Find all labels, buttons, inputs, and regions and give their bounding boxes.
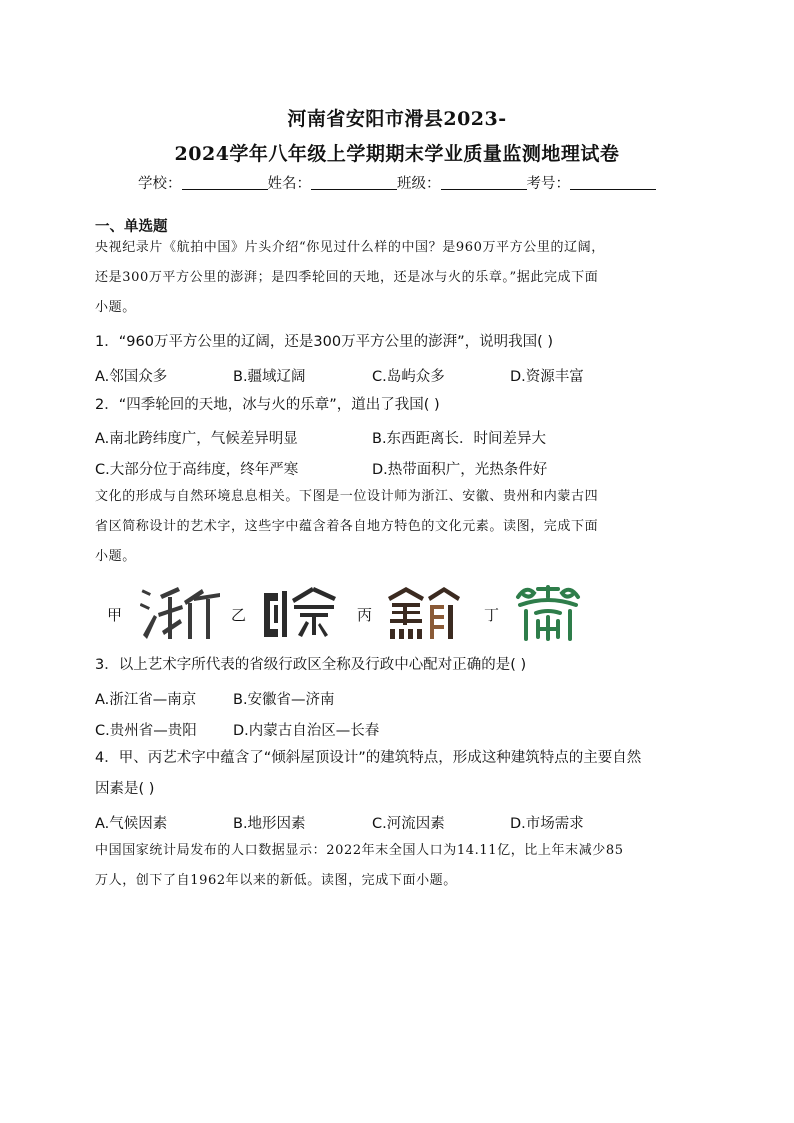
name-blank[interactable] — [311, 175, 397, 190]
exam-title-line1: 河南省安阳市滑县2023- — [287, 108, 507, 130]
passage-3 — [95, 836, 700, 896]
passage-1-line: 小题。 — [95, 300, 136, 315]
q1-option-d[interactable]: D.资源丰富 — [510, 369, 584, 385]
question-4-stem — [95, 743, 700, 805]
school-label: 学校： — [138, 176, 182, 192]
class-label: 班级： — [397, 176, 441, 192]
q4-option-b[interactable]: B.地形因素 — [233, 816, 306, 832]
passage-1-line: 还是300万平方公里的澎湃；是四季轮回的天地，还是冰与火的乐章。”据此完成下面 — [95, 270, 599, 285]
passage-3-line: 万人，创下了自1962年以来的新低。读图，完成下面小题。 — [95, 873, 457, 888]
school-blank[interactable] — [182, 175, 268, 190]
passage-2 — [95, 482, 700, 572]
wan-art-character-image — [258, 583, 338, 643]
question-1-stem: 1．“960万平方公里的辽阔，还是300万平方公里的澎湃”，说明我国( ) — [95, 334, 554, 350]
name-label: 姓名： — [267, 176, 311, 192]
q1-option-a[interactable]: A.邻国众多 — [95, 369, 168, 385]
exam-no-blank[interactable] — [570, 175, 656, 190]
q2-option-a[interactable]: A.南北跨纬度广，气候差异明显 — [95, 431, 298, 447]
q4-option-c[interactable]: C.河流因素 — [372, 816, 445, 832]
q3-option-d[interactable]: D.内蒙古自治区—长春 — [233, 723, 380, 739]
art-label-yi: 乙 — [231, 606, 247, 624]
q2-option-c[interactable]: C.大部分位于高纬度，终年严寒 — [95, 462, 299, 478]
q1-option-b[interactable]: B.疆域辽阔 — [233, 369, 306, 385]
zhe-art-character-image — [140, 583, 222, 643]
passage-2-line: 省区简称设计的艺术字，这些字中蕴含着各自地方特色的文化元素。读图，完成下面 — [95, 519, 599, 534]
q2-option-b[interactable]: B.东西距离长．时间差异大 — [372, 431, 547, 447]
question-4-stem-line: 4．甲、丙艺术字中蕴含了“倾斜屋顶设计”的建筑特点，形成这种建筑特点的主要自然 — [95, 750, 642, 766]
q3-option-a[interactable]: A.浙江省—南京 — [95, 692, 197, 708]
art-label-bing: 丙 — [357, 606, 373, 624]
q4-option-a[interactable]: A.气候因素 — [95, 816, 168, 832]
passage-2-line: 文化的形成与自然环境息息相关。下图是一位设计师为浙江、安徽、贵州和内蒙古四 — [95, 489, 599, 504]
question-3-stem: 3．以上艺术字所代表的省级行政区全称及行政中心配对正确的是( ) — [95, 657, 527, 673]
exam-no-label: 考号： — [526, 176, 570, 192]
question-4-stem-line: 因素是( ) — [95, 781, 155, 797]
art-label-jia: 甲 — [107, 606, 123, 624]
qian-art-character-image — [386, 583, 464, 643]
q2-option-d[interactable]: D.热带面积广，光热条件好 — [372, 462, 548, 478]
exam-title-line2: 2024学年八年级上学期期末学业质量监测地理试卷 — [174, 143, 620, 165]
q4-option-d[interactable]: D.市场需求 — [510, 816, 584, 832]
q1-option-c[interactable]: C.岛屿众多 — [372, 369, 445, 385]
art-label-ding: 丁 — [484, 606, 500, 624]
student-info-line — [0, 172, 794, 193]
passage-1-line: 央视纪录片《航拍中国》片头介绍“你见过什么样的中国？是960万平方公里的辽阔， — [95, 240, 605, 255]
section-heading: 一、单选题 — [95, 219, 168, 235]
q3-option-c[interactable]: C.贵州省—贵阳 — [95, 723, 197, 739]
passage-3-line: 中国国家统计局发布的人口数据显示：2022年末全国人口为14.11亿，比上年末减少85 — [95, 843, 624, 858]
question-2-stem: 2．“四季轮回的天地，冰与火的乐章”，道出了我国( ) — [95, 397, 440, 413]
q3-option-b[interactable]: B.安徽省—济南 — [233, 692, 335, 708]
passage-1 — [95, 233, 700, 323]
passage-2-line: 小题。 — [95, 549, 136, 564]
meng-art-character-image — [512, 583, 584, 643]
class-blank[interactable] — [441, 175, 527, 190]
